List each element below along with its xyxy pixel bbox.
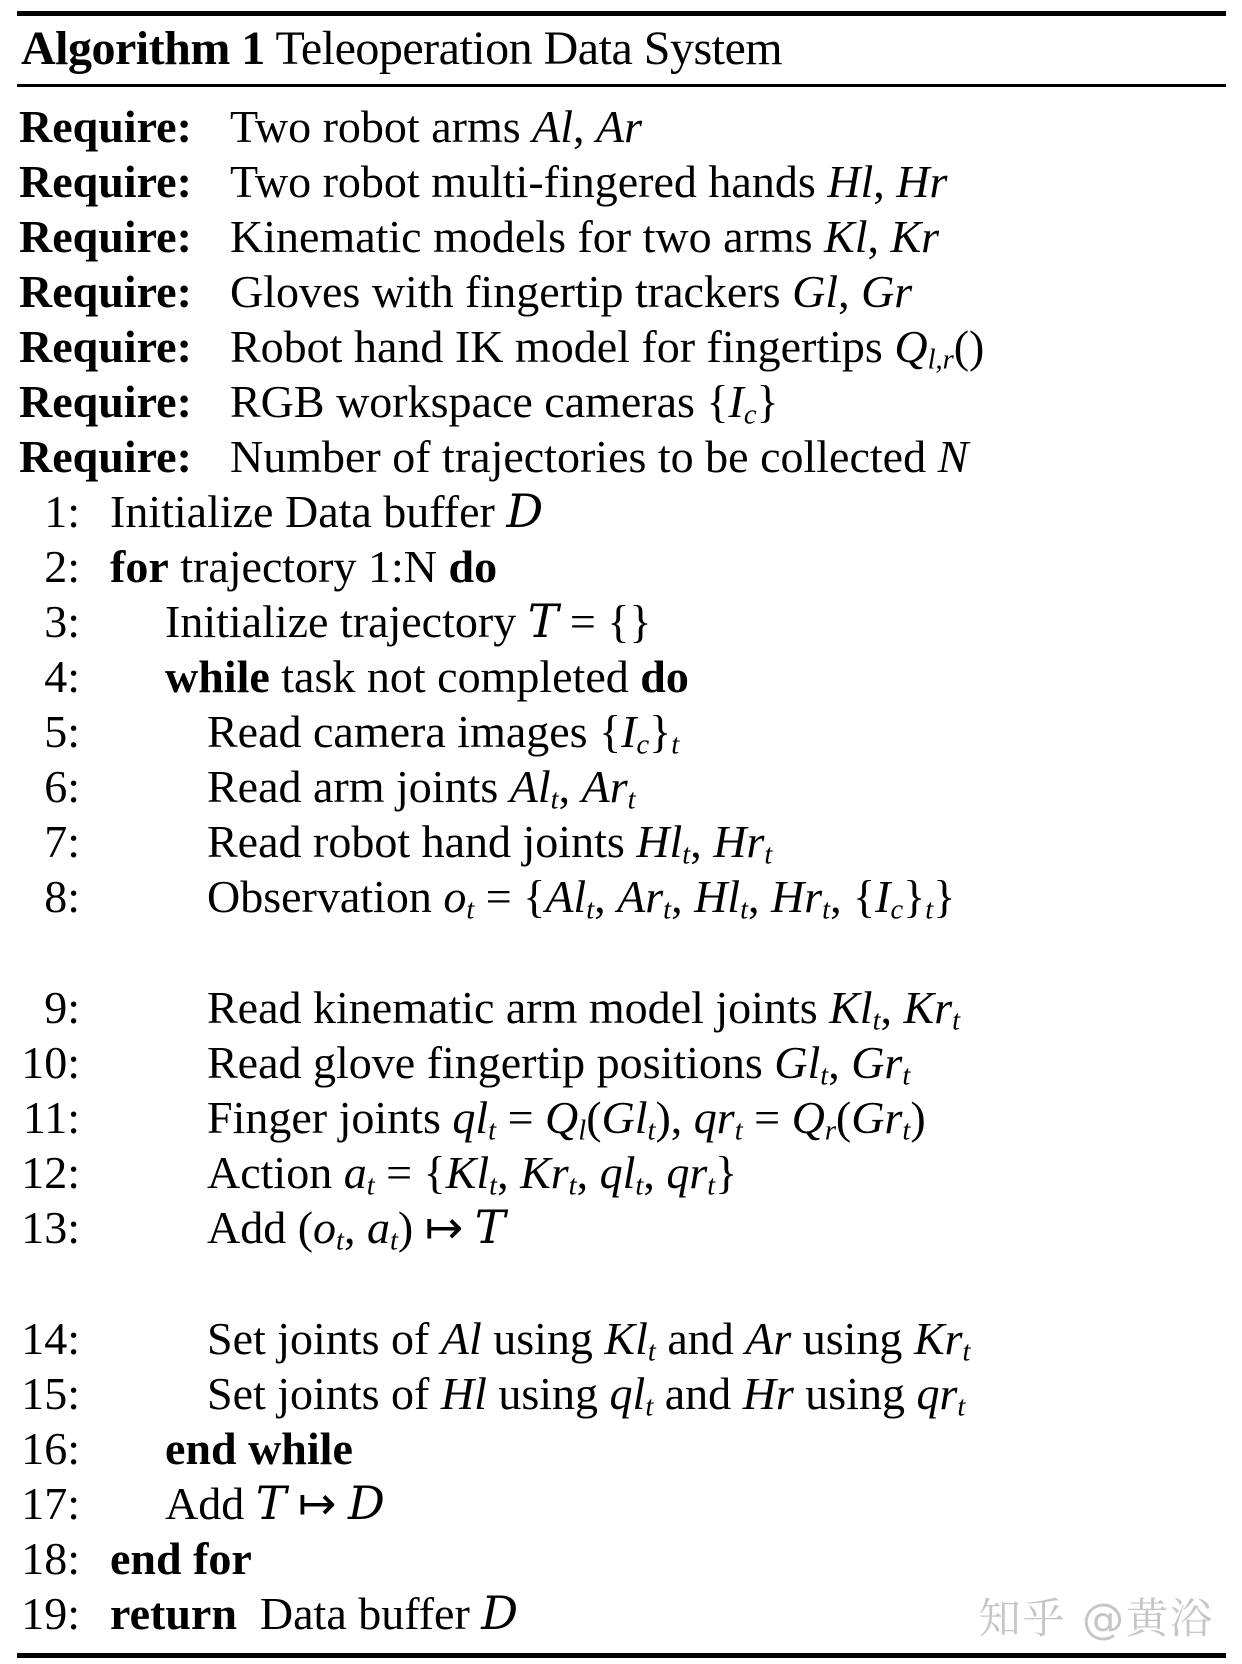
line-number: 9: (44, 982, 80, 1033)
subscript: t (627, 784, 636, 816)
text: , (828, 1037, 852, 1088)
subscript: t (952, 1005, 961, 1037)
text: , (594, 871, 618, 922)
math-var: Gl (792, 266, 839, 317)
step-text (165, 1423, 353, 1474)
subscript: l,r (927, 344, 954, 376)
subscript: t (872, 1005, 881, 1037)
subscript: t (336, 1225, 344, 1257)
require-keyword: Require: (19, 211, 192, 262)
step-text (207, 1368, 966, 1423)
text: = { (474, 871, 546, 922)
text: , (573, 101, 597, 152)
step-line (17, 649, 1226, 704)
step-line (17, 484, 1226, 539)
line-number: 15: (21, 1368, 80, 1419)
step-line (17, 1200, 1226, 1255)
step-text (207, 1037, 911, 1092)
math-var: ql (452, 1092, 489, 1143)
math-var: Hl (636, 816, 683, 867)
step-text (110, 486, 543, 537)
math-var: Hr (742, 1368, 794, 1419)
subscript: t (489, 1170, 498, 1202)
subscript: r (824, 1115, 836, 1147)
line-number: 18: (21, 1533, 80, 1584)
keyword: return (110, 1588, 237, 1639)
subscript: t (568, 1170, 577, 1202)
math-var: Hr (713, 816, 765, 867)
math-var: Ar (745, 1313, 792, 1364)
text: ), (655, 1092, 694, 1143)
algorithm-box (17, 0, 1226, 1658)
text: and (653, 1368, 743, 1419)
line-number: 5: (44, 706, 80, 757)
keyword: for (110, 541, 169, 592)
math-var: I (621, 706, 637, 757)
step-line (17, 1476, 1226, 1531)
text: } (933, 871, 956, 922)
line-number: 10: (21, 1037, 80, 1088)
require-keyword: Require: (19, 266, 192, 317)
line-number: 4: (44, 651, 80, 702)
require-list (17, 99, 1226, 484)
require-line (17, 429, 1226, 484)
text: } (756, 376, 779, 427)
step-line (17, 1311, 1226, 1366)
math-var: Hr (896, 156, 948, 207)
require-text (230, 156, 947, 207)
subscript: t (902, 1060, 911, 1092)
text: Action (207, 1147, 344, 1198)
text: ( (586, 1092, 602, 1143)
line-number: 19: (21, 1588, 80, 1639)
text: , (497, 1147, 521, 1198)
blank-line (17, 1255, 1226, 1311)
subscript: t (586, 894, 595, 926)
text: Kinematic models for two arms (230, 211, 825, 262)
subscript: t (647, 1115, 656, 1147)
text: using (793, 1368, 917, 1419)
text: Read glove fingertip positions (207, 1037, 775, 1088)
keyword: end for (110, 1533, 252, 1584)
text: , (867, 211, 891, 262)
step-line (17, 869, 1226, 924)
text: Read camera images { (207, 706, 622, 757)
step-text (207, 871, 956, 926)
subscript: t (647, 1336, 656, 1368)
text: Initialize trajectory (165, 596, 528, 647)
step-line (17, 1145, 1226, 1200)
text: , (558, 761, 582, 812)
text: Add ( (207, 1202, 314, 1253)
math-var: Gr (851, 1092, 903, 1143)
math-var: Kl (445, 1147, 490, 1198)
step-text (207, 1092, 926, 1147)
subscript: t (671, 729, 680, 761)
text: Two robot arms (230, 101, 533, 152)
text: , (748, 871, 772, 922)
script-var: T (474, 1200, 506, 1254)
subscript: l (578, 1115, 587, 1147)
text: Finger joints (207, 1092, 453, 1143)
line-number: 2: (44, 541, 80, 592)
text: () (953, 321, 985, 372)
math-var: o (443, 871, 467, 922)
step-text (165, 1478, 385, 1529)
step-text (110, 1533, 252, 1584)
math-var: Q (545, 1092, 579, 1143)
math-var: Kl (824, 211, 868, 262)
math-var: Al (509, 761, 551, 812)
subscript: t (734, 1115, 743, 1147)
text: Two robot multi-fingered hands (230, 156, 828, 207)
step-line (17, 704, 1226, 759)
math-var: qr (666, 1147, 708, 1198)
subscript: t (707, 1170, 716, 1202)
text: = { (374, 1147, 446, 1198)
step-line (17, 539, 1226, 594)
line-number: 16: (21, 1423, 80, 1474)
math-var: I (875, 871, 891, 922)
text: Add (165, 1478, 256, 1529)
script-var: T (255, 1476, 287, 1530)
step-line (17, 1421, 1226, 1476)
step-text (207, 761, 636, 816)
line-number: 17: (21, 1478, 80, 1529)
math-var: qr (916, 1368, 958, 1419)
math-var: Kr (520, 1147, 569, 1198)
require-line (17, 99, 1226, 154)
step-line (17, 814, 1226, 869)
subscript: t (366, 1170, 375, 1202)
subscript: t (822, 894, 831, 926)
keyword: end while (165, 1423, 353, 1474)
require-text (230, 376, 779, 431)
math-var: a (366, 1202, 390, 1253)
text: Data buffer (236, 1588, 482, 1639)
math-var: Al (532, 101, 574, 152)
step-line (17, 759, 1226, 814)
math-var: N (937, 431, 969, 482)
text: , (880, 982, 904, 1033)
math-var: Hl (694, 871, 741, 922)
algorithm-body (17, 87, 1226, 1653)
math-var: Ar (617, 871, 664, 922)
subscript: t (740, 894, 749, 926)
subscript: t (645, 1391, 654, 1423)
subscript: c (636, 729, 650, 761)
subscript: c (743, 399, 757, 431)
step-line (17, 1366, 1226, 1421)
math-var: Kl (604, 1313, 648, 1364)
math-var: Ar (596, 101, 643, 152)
text: , { (830, 871, 876, 922)
text: , (643, 1147, 667, 1198)
text: = (742, 1092, 792, 1143)
math-var: Q (791, 1092, 825, 1143)
require-text (230, 101, 642, 152)
script-var: D (481, 1586, 519, 1640)
text: trajectory 1:N (168, 541, 449, 592)
math-var: Hl (440, 1368, 487, 1419)
line-number: 1: (44, 486, 80, 537)
text: using (486, 1368, 610, 1419)
text: , (576, 1147, 600, 1198)
line-number: 12: (21, 1147, 80, 1198)
text: Observation (207, 871, 444, 922)
math-var: Al (545, 871, 587, 922)
text: Read robot hand joints (207, 816, 637, 867)
subscript: t (466, 894, 475, 926)
line-number: 11: (22, 1092, 80, 1143)
text: Set joints of (207, 1313, 441, 1364)
step-line (17, 1090, 1226, 1145)
step-text (165, 651, 689, 702)
math-var: Kl (829, 982, 873, 1033)
math-var: Gr (851, 1037, 903, 1088)
math-var: ql (599, 1147, 636, 1198)
algorithm-label: Algorithm 1 (21, 22, 265, 75)
subscript: c (890, 894, 904, 926)
require-keyword: Require: (19, 101, 192, 152)
math-var: Hl (827, 156, 874, 207)
text: , (873, 156, 897, 207)
math-var: Q (894, 321, 928, 372)
text: ( (835, 1092, 852, 1143)
subscript: t (389, 1225, 398, 1257)
math-var: qr (693, 1092, 735, 1143)
steps-list (17, 484, 1226, 1641)
text: ) (910, 1092, 926, 1143)
math-var: Gl (774, 1037, 821, 1088)
line-number: 14: (21, 1313, 80, 1364)
keyword: do (640, 651, 689, 702)
algorithm-title (17, 16, 1226, 84)
require-text (230, 266, 912, 317)
bottom-rule (17, 1653, 1226, 1658)
math-var: Ar (581, 761, 628, 812)
script-var: T (527, 594, 559, 648)
math-var: Kr (890, 211, 940, 262)
step-text (110, 541, 497, 592)
require-keyword: Require: (19, 431, 192, 482)
text: Number of trajectories to be collected (230, 431, 938, 482)
subscript: t (925, 894, 934, 926)
require-text (230, 431, 968, 482)
math-var: Hr (771, 871, 823, 922)
subscript: t (682, 839, 691, 871)
math-var: Kr (903, 982, 953, 1033)
step-line (17, 594, 1226, 649)
require-text (230, 321, 985, 376)
step-text (207, 982, 961, 1037)
subscript: t (635, 1170, 644, 1202)
keyword: while (165, 651, 270, 702)
text: } (649, 706, 672, 757)
watermark: 知乎 @黄浴 (978, 1594, 1214, 1643)
subscript: t (488, 1115, 497, 1147)
step-line (17, 980, 1226, 1035)
line-number: 7: (44, 816, 80, 867)
step-text (207, 1200, 506, 1257)
math-var: ql (609, 1368, 646, 1419)
text: , (671, 871, 695, 922)
subscript: t (957, 1391, 966, 1423)
require-text (230, 211, 939, 262)
step-line (17, 1035, 1226, 1090)
step-text (207, 1313, 971, 1368)
line-number: 3: (44, 596, 80, 647)
algorithm-name: Teleoperation Data System (275, 22, 783, 75)
line-number: 6: (44, 761, 80, 812)
blank-line (17, 924, 1226, 980)
text: , (343, 1202, 367, 1253)
math-var: Gl (601, 1092, 648, 1143)
text: Initialize Data buffer (110, 486, 507, 537)
require-line (17, 319, 1226, 374)
line-number: 8: (44, 871, 80, 922)
math-var: a (343, 1147, 367, 1198)
step-line (17, 1531, 1226, 1586)
step-text (207, 816, 773, 871)
text: task not completed (269, 651, 641, 702)
subscript: t (820, 1060, 829, 1092)
text: and (655, 1313, 746, 1364)
subscript: t (902, 1115, 911, 1147)
subscript: t (550, 784, 559, 816)
math-var: Kr (913, 1313, 963, 1364)
text: ) ↦ (397, 1202, 475, 1253)
text: = {} (558, 596, 652, 647)
text: ↦ (286, 1478, 348, 1529)
math-var: Gr (861, 266, 913, 317)
text: = (496, 1092, 546, 1143)
text: RGB workspace cameras { (230, 376, 729, 427)
math-var: I (728, 376, 744, 427)
step-text (207, 706, 680, 761)
subscript: t (962, 1336, 971, 1368)
line-number: 13: (21, 1202, 80, 1253)
step-text (207, 1147, 738, 1202)
text: , (690, 816, 714, 867)
require-line (17, 154, 1226, 209)
math-var: o (313, 1202, 337, 1253)
require-keyword: Require: (19, 321, 192, 372)
text: Gloves with fingertip trackers (230, 266, 793, 317)
text: Read arm joints (207, 761, 510, 812)
math-var: Al (440, 1313, 482, 1364)
text: } (903, 871, 926, 922)
require-line (17, 209, 1226, 264)
text: using (481, 1313, 605, 1364)
require-line (17, 374, 1226, 429)
text: Read kinematic arm model joints (207, 982, 830, 1033)
text: Robot hand IK model for fingertips (230, 321, 895, 372)
subscript: t (764, 839, 773, 871)
keyword: do (448, 541, 498, 592)
require-keyword: Require: (19, 156, 192, 207)
text: , (838, 266, 862, 317)
text: Set joints of (207, 1368, 441, 1419)
step-text (110, 1588, 518, 1639)
require-keyword: Require: (19, 376, 192, 427)
script-var: D (506, 484, 544, 538)
script-var: D (347, 1476, 385, 1530)
step-text (165, 596, 652, 647)
text: } (715, 1147, 738, 1198)
require-line (17, 264, 1226, 319)
subscript: t (663, 894, 672, 926)
text: using (791, 1313, 914, 1364)
